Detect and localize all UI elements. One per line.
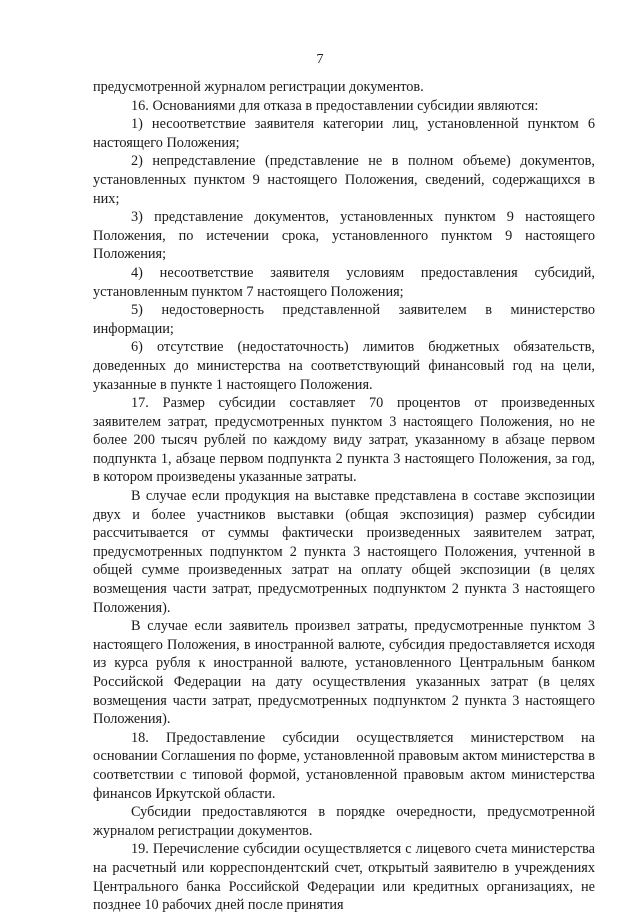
- paragraph: 3) представление документов, установленных пунктом 9 настоящего Положения, по истечении срока, установленного пунктом 9 настоящего Положения;: [93, 209, 595, 263]
- paragraph: 18. Предоставление субсидии осуществляется министерством на основании Соглашения по форме, установленной правовым актом министерства в соответствии с типовой формой, установленной правовым актом министерства финансов Иркутской области.: [93, 729, 595, 802]
- paragraph: 17. Размер субсидии составляет 70 процентов от произведенных заявителем затрат, предусмотренных пунктом 3 настоящего Положения, но не более 200 тысяч рублей по каждому виду затрат, указанному в абзаце первом подпункта 1, абзаце первом подпункта 2 пункта 3 настоящего Положения, за год, в котором произведены указанные затраты.: [93, 395, 595, 486]
- paragraph: 16. Основаниями для отказа в предоставлении субсидии являются:: [131, 97, 539, 114]
- paragraph: В случае если заявитель произвел затраты, предусмотренные пунктом 3 настоящего Положения, в иностранной валюте, субсидия предоставляется исходя из курса рубля к иностранной валюте, установленного Центральным банком Российской Федерации на дату осуществления указанных затрат (в целях возмещения части затрат, предусмотренных подпунктом 2 пункта 3 настоящего Положения).: [93, 618, 595, 728]
- document-body: [93, 78, 595, 915]
- paragraph: 4) несоответствие заявителя условиям предоставления субсидий, установленным пунктом 7 настоящего Положения;: [93, 264, 595, 300]
- paragraph: 1) несоответствие заявителя категории лиц, установленной пунктом 6 настоящего Положения;: [93, 116, 595, 151]
- paragraph: 2) непредставление (представление не в полном объеме) документов, установленных пунктом 9 настоящего Положения, сведений, содержащихся в них;: [93, 153, 595, 207]
- paragraph: 5) недостоверность представленной заявителем в министерство информации;: [93, 302, 595, 337]
- page-number: 7: [316, 52, 324, 67]
- paragraph: предусмотренной журналом регистрации документов.: [93, 79, 424, 95]
- paragraph: 6) отсутствие (недостаточность) лимитов бюджетных обязательств, доведенных до министерства на соответствующий финансовый год на цели, указанные в пункте 1 настоящего Положения.: [93, 339, 595, 393]
- paragraph: 19. Перечисление субсидии осуществляется с лицевого счета министерства на расчетный или корреспондентский счет, открытый заявителю в учреждениях Центрального банка Российской Федерации или кредитных организациях, не позднее 10 рабочих дней после принятия: [93, 841, 595, 914]
- paragraph: Субсидии предоставляются в порядке очередности, предусмотренной журналом регистрации документов.: [93, 804, 595, 839]
- paragraph: В случае если продукция на выставке представлена в составе экспозиции двух и более участников выставки (общая экспозиция) размер субсидии рассчитывается от суммы фактически произведенных заявителем затрат, предусмотренных подпунктом 2 пункта 3 настоящего Положения, учтенной в общей сумме произведенных затрат на оплату общей экспозиции (в целях возмещения части затрат, предусмотренных подпунктом 2 пункта 3 настоящего Положения).: [93, 488, 595, 616]
